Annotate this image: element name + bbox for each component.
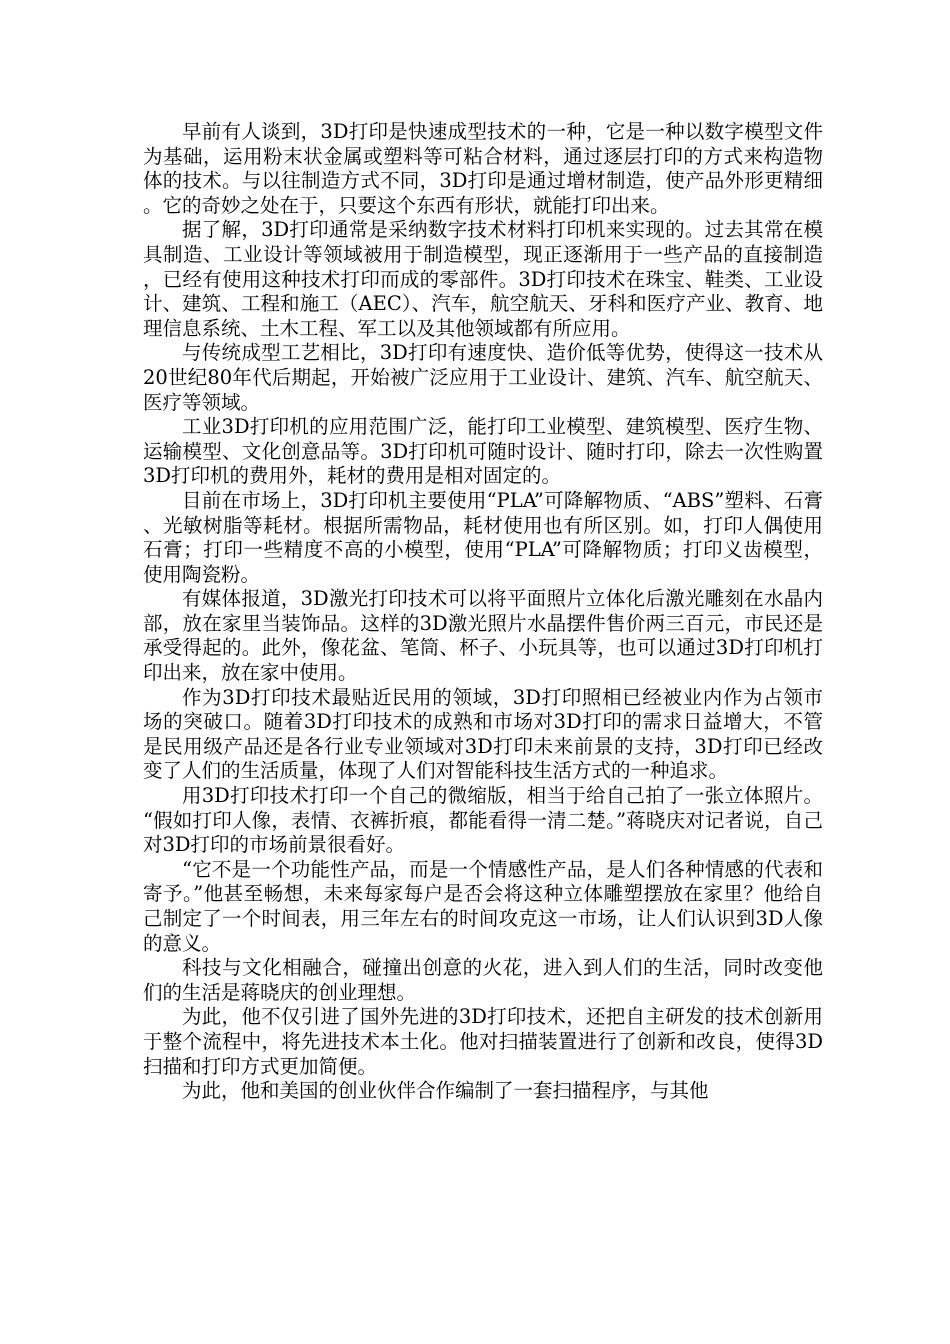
paragraph-3: 与传统成型工艺相比，3D打印有速度快、造价低等优势，使得这一技术从20世纪80年代后期起，开始被广泛应用于工业设计、建筑、汽车、航空航天、医疗等领域。	[143, 341, 823, 414]
paragraph-10: 科技与文化相融合，碰撞出创意的火花，进入到人们的生活，同时改变他们的生活是蒋晓庆的创业理想。	[143, 956, 823, 1004]
paragraph-8: 用3D打印技术打印一个自己的微缩版，相当于给自己拍了一张立体照片。“假如打印人像，表情、衣裤折痕，都能看得一清二楚。”蒋晓庆对记者说，自己对3D打印的市场前景很看好。	[143, 784, 823, 857]
paragraph-2: 据了解，3D打印通常是采纳数字技术材料打印机来实现的。过去其常在模具制造、工业设计等领域被用于制造模型，现正逐渐用于一些产品的直接制造，已经有使用这种技术打印而成的零部件。3D打印技术在珠宝、鞋类、工业设计、建筑、工程和施工（AEC）、汽车，航空航天、牙科和医疗产业、教育、地理信息系统、土木工程、军工以及其他领域都有所应用。	[143, 218, 823, 340]
paragraph-9: “它不是一个功能性产品，而是一个情感性产品，是人们各种情感的代表和寄予。”他甚至畅想，未来每家每户是否会将这种立体雕塑摆放在家里？他给自己制定了一个时间表，用三年左右的时间攻克这一市场，让人们认识到3D人像的意义。	[143, 857, 823, 955]
paragraph-7: 作为3D打印技术最贴近民用的领域，3D打印照相已经被业内作为占领市场的突破口。随着3D打印技术的成熟和市场对3D打印的需求日益增大，不管是民用级产品还是各行业专业领域对3D打印未来前景的支持，3D打印已经改变了人们的生活质量，体现了人们对智能科技生活方式的一种追求。	[143, 685, 823, 783]
paragraph-12: 为此，他和美国的创业伙伴合作编制了一套扫描程序，与其他	[182, 1079, 709, 1103]
paragraph-11: 为此，他不仅引进了国外先进的3D打印技术，还把自主研发的技术创新用于整个流程中，将先进技术本土化。他对扫描装置进行了创新和改良，使得3D扫描和打印方式更加简便。	[143, 1005, 823, 1078]
document-body	[143, 120, 823, 1104]
paragraph-4: 工业3D打印机的应用范围广泛，能打印工业模型、建筑模型、医疗生物、运输模型、文化创意品等。3D打印机可随时设计、随时打印，除去一次性购置3D打印机的费用外，耗材的费用是相对固定的。	[143, 415, 823, 488]
paragraph-1: 早前有人谈到，3D打印是快速成型技术的一种，它是一种以数字模型文件为基础，运用粉末状金属或塑料等可粘合材料，通过逐层打印的方式来构造物体的技术。与以往制造方式不同，3D打印是通过增材制造，使产品外形更精细。它的奇妙之处在于，只要这个东西有形状，就能打印出来。	[143, 120, 823, 217]
paragraph-6: 有媒体报道，3D激光打印技术可以将平面照片立体化后激光雕刻在水晶内部，放在家里当装饰品。这样的3D激光照片水晶摆件售价两三百元，市民还是承受得起的。此外，像花盆、笔筒、杯子、小玩具等，也可以通过3D打印机打印出来，放在家中使用。	[143, 587, 823, 685]
paragraph-5: 目前在市场上，3D打印机主要使用“PLA”可降解物质、“ABS”塑料、石膏、光敏树脂等耗材。根据所需物品，耗材使用也有所区别。如，打印人偶使用石膏；打印一些精度不高的小模型，使用“PLA”可降解物质；打印义齿模型，使用陶瓷粉。	[143, 488, 823, 586]
